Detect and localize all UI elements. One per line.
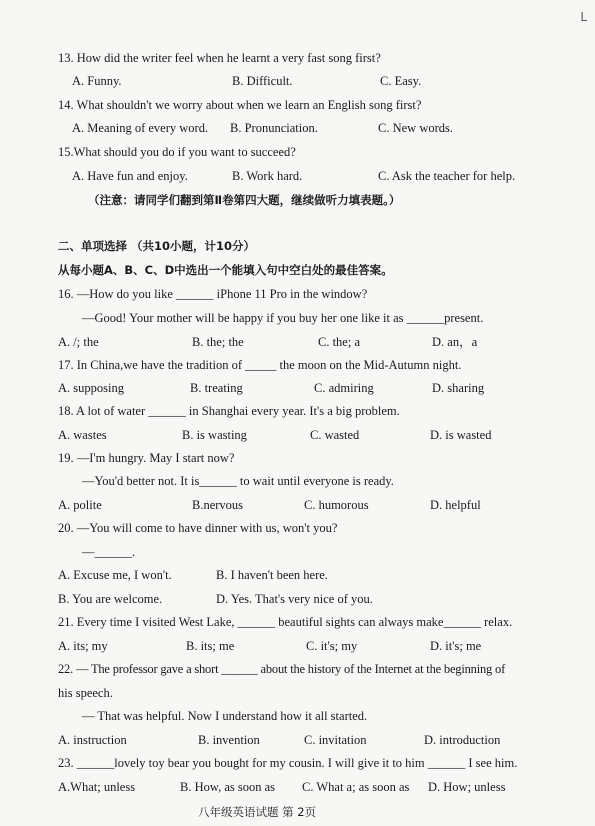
q18-option-a: A. wastes xyxy=(58,428,107,442)
q22-option-d: D. introduction xyxy=(424,733,501,747)
q22-line3: — That was helpful. Now I understand how it all started. xyxy=(82,709,368,723)
q19-option-b: B.nervous xyxy=(192,498,244,512)
q23-option-c: C. What a; as soon as xyxy=(302,780,410,794)
q20-option-c: B. You are welcome. xyxy=(58,592,163,606)
q16-option-c: C. the; a xyxy=(318,335,361,349)
q14-option-b: B. Pronunciation. xyxy=(230,121,318,135)
q15-option-b: B. Work hard. xyxy=(232,169,303,183)
q17-stem: 17. In China,we have the tradition of _____ the moon on the Mid-Autumn night. xyxy=(58,358,462,372)
q15-option-a: A. Have fun and enjoy. xyxy=(72,169,188,183)
q15-option-c: C. Ask the teacher for help. xyxy=(378,169,516,183)
q14-option-c: C. New words. xyxy=(378,121,453,135)
q23-option-a: A.What; unless xyxy=(58,780,136,794)
q22-line2: his speech. xyxy=(58,686,113,700)
q20-option-d: D. Yes. That's very nice of you. xyxy=(216,592,373,606)
q21-option-d: D. it's; me xyxy=(430,639,482,653)
page-footer: 八年级英语试题 第 2页 xyxy=(198,805,317,819)
q13-stem: 13. How did the writer feel when he learnt a very fast song first? xyxy=(58,51,381,65)
section-instruction: 从每小题A、B、C、D中选出一个能填入句中空白处的最佳答案。 xyxy=(58,263,393,277)
q17-option-a: A. supposing xyxy=(58,381,124,395)
q20-line1: 20. —You will come to have dinner with us, won't you? xyxy=(58,521,338,535)
q14-option-a: A. Meaning of every word. xyxy=(72,121,209,135)
q22-option-c: C. invitation xyxy=(304,733,367,747)
q19-option-a: A. polite xyxy=(58,498,102,512)
q15-stem: 15.What should you do if you want to succeed? xyxy=(58,145,296,159)
listening-note: （注意：请同学们翻到第Ⅱ卷第四大题，继续做听力填表题。） xyxy=(88,193,401,207)
q18-option-b: B. is wasting xyxy=(182,428,247,442)
q19-option-c: C. humorous xyxy=(304,498,369,512)
q16-option-a: A. /; the xyxy=(58,335,99,349)
q14-stem: 14. What shouldn't we worry about when we learn an English song first? xyxy=(58,98,422,112)
q21-option-c: C. it's; my xyxy=(306,639,358,653)
q23-option-d: D. How; unless xyxy=(428,780,506,794)
q18-option-d: D. is wasted xyxy=(430,428,492,442)
q22-option-a: A. instruction xyxy=(58,733,127,747)
q20-line2: —______. xyxy=(82,545,136,559)
q23-option-b: B. How, as soon as xyxy=(180,780,276,794)
q21-stem: 21. Every time I visited West Lake, ______ beautiful sights can always make______ relax. xyxy=(58,615,513,629)
q16-option-d: D. an，a xyxy=(432,335,478,349)
q19-option-d: D. helpful xyxy=(430,498,481,512)
q19-line2: —You'd better not. It is______ to wait until everyone is ready. xyxy=(82,474,394,488)
q20-option-a: A. Excuse me, I won't. xyxy=(58,568,172,582)
q21-option-b: B. its; me xyxy=(186,639,235,653)
corner-mark: L xyxy=(580,10,587,24)
q13-option-b: B. Difficult. xyxy=(232,74,293,88)
q16-option-b: B. the; the xyxy=(192,335,244,349)
q23-stem: 23. ______lovely toy bear you bought for my cousin. I will give it to him ______ I see him. xyxy=(58,756,518,770)
q13-option-a: A. Funny. xyxy=(72,74,122,88)
q16-line2: —Good! Your mother will be happy if you buy her one like it as ______present. xyxy=(82,311,484,325)
q21-option-a: A. its; my xyxy=(58,639,108,653)
q17-option-b: B. treating xyxy=(190,381,243,395)
q17-option-c: C. admiring xyxy=(314,381,374,395)
q17-option-d: D. sharing xyxy=(432,381,485,395)
q16-line1: 16. —How do you like ______ iPhone 11 Pro in the window? xyxy=(58,287,368,301)
q22-line1: 22. — The professor gave a short ______ about the history of the Internet at the beginning of xyxy=(58,662,506,676)
q20-option-b: B. I haven't been here. xyxy=(216,568,328,582)
section-title: 二、单项选择 （共10小题，计10分） xyxy=(58,239,256,253)
q18-stem: 18. A lot of water ______ in Shanghai every year. It's a big problem. xyxy=(58,404,400,418)
q18-option-c: C. wasted xyxy=(310,428,360,442)
q13-option-c: C. Easy. xyxy=(380,74,422,88)
q22-option-b: B. invention xyxy=(198,733,260,747)
q19-line1: 19. —I'm hungry. May I start now? xyxy=(58,451,235,465)
